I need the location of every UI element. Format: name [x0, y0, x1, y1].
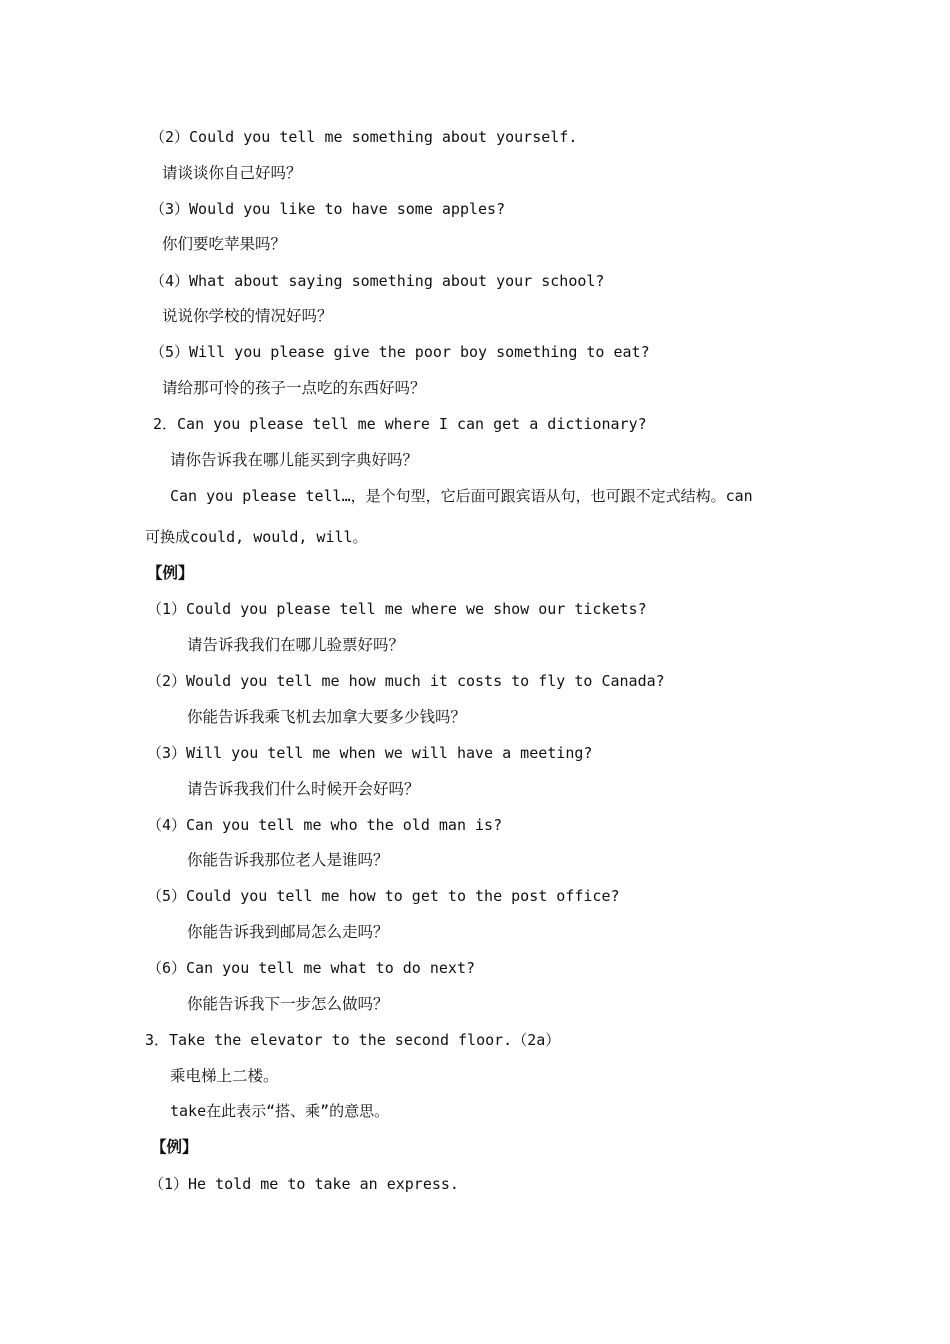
- ex2-sentence-1: （1）Could you please tell me where we show our tickets?: [147, 600, 647, 618]
- ex2-sentence-4: （4）Can you tell me who the old man is?: [147, 816, 503, 834]
- translation-3: 你们要吃苹果吗？: [162, 235, 287, 253]
- ex2-sentence-2: （2）Would you tell me how much it costs to fly to Canada?: [147, 672, 665, 690]
- ex2-translation-3: 请告诉我我们什么时候开会好吗？: [187, 780, 420, 798]
- example-label: 【例】: [147, 564, 194, 582]
- ex2-translation-2: 你能告诉我乘飞机去加拿大要多少钱吗？: [187, 708, 467, 726]
- ex2-translation-1: 请告诉我我们在哪儿验票好吗？: [187, 636, 405, 654]
- ex2-sentence-6: （6）Can you tell me what to do next?: [147, 959, 476, 977]
- point-3-translation: 乘电梯上二楼。: [170, 1067, 279, 1085]
- example-sentence-4: （4）What about saying something about your school?: [150, 272, 605, 290]
- ex3-sentence-1: （1）He told me to take an express.: [149, 1175, 459, 1193]
- point-2-translation: 请你告诉我在哪儿能买到字典好吗？: [170, 451, 419, 469]
- point-3-heading: 3．Take the elevator to the second floor.（2a）: [145, 1031, 561, 1049]
- ex2-translation-4: 你能告诉我那位老人是谁吗？: [187, 851, 389, 869]
- ex2-translation-5: 你能告诉我到邮局怎么走吗？: [187, 923, 389, 941]
- example-sentence-2: （2）Could you tell me something about yourself.: [150, 128, 578, 146]
- ex2-translation-6: 你能告诉我下一步怎么做吗？: [187, 995, 389, 1013]
- point-2-explanation: Can you please tell…，是个句型，它后面可跟宾语从句，也可跟不定式结构。can: [170, 487, 753, 505]
- point-3-explanation: take在此表示“搭、乘”的意思。: [170, 1102, 390, 1120]
- ex2-sentence-5: （5）Could you tell me how to get to the post office?: [147, 887, 620, 905]
- example-label-2: 【例】: [151, 1138, 198, 1156]
- translation-2: 请谈谈你自己好吗？: [162, 164, 302, 182]
- translation-4: 说说你学校的情况好吗？: [162, 307, 333, 325]
- point-2-heading: 2．Can you please tell me where I can get a dictionary?: [153, 415, 647, 433]
- example-sentence-3: （3）Would you like to have some apples?: [150, 200, 506, 218]
- translation-5: 请给那可怜的孩子一点吃的东西好吗？: [162, 379, 426, 397]
- example-sentence-5: （5）Will you please give the poor boy something to eat?: [150, 343, 650, 361]
- ex2-sentence-3: （3）Will you tell me when we will have a meeting?: [147, 744, 593, 762]
- point-2-explanation-cont: 可换成could, would, will。: [145, 528, 368, 546]
